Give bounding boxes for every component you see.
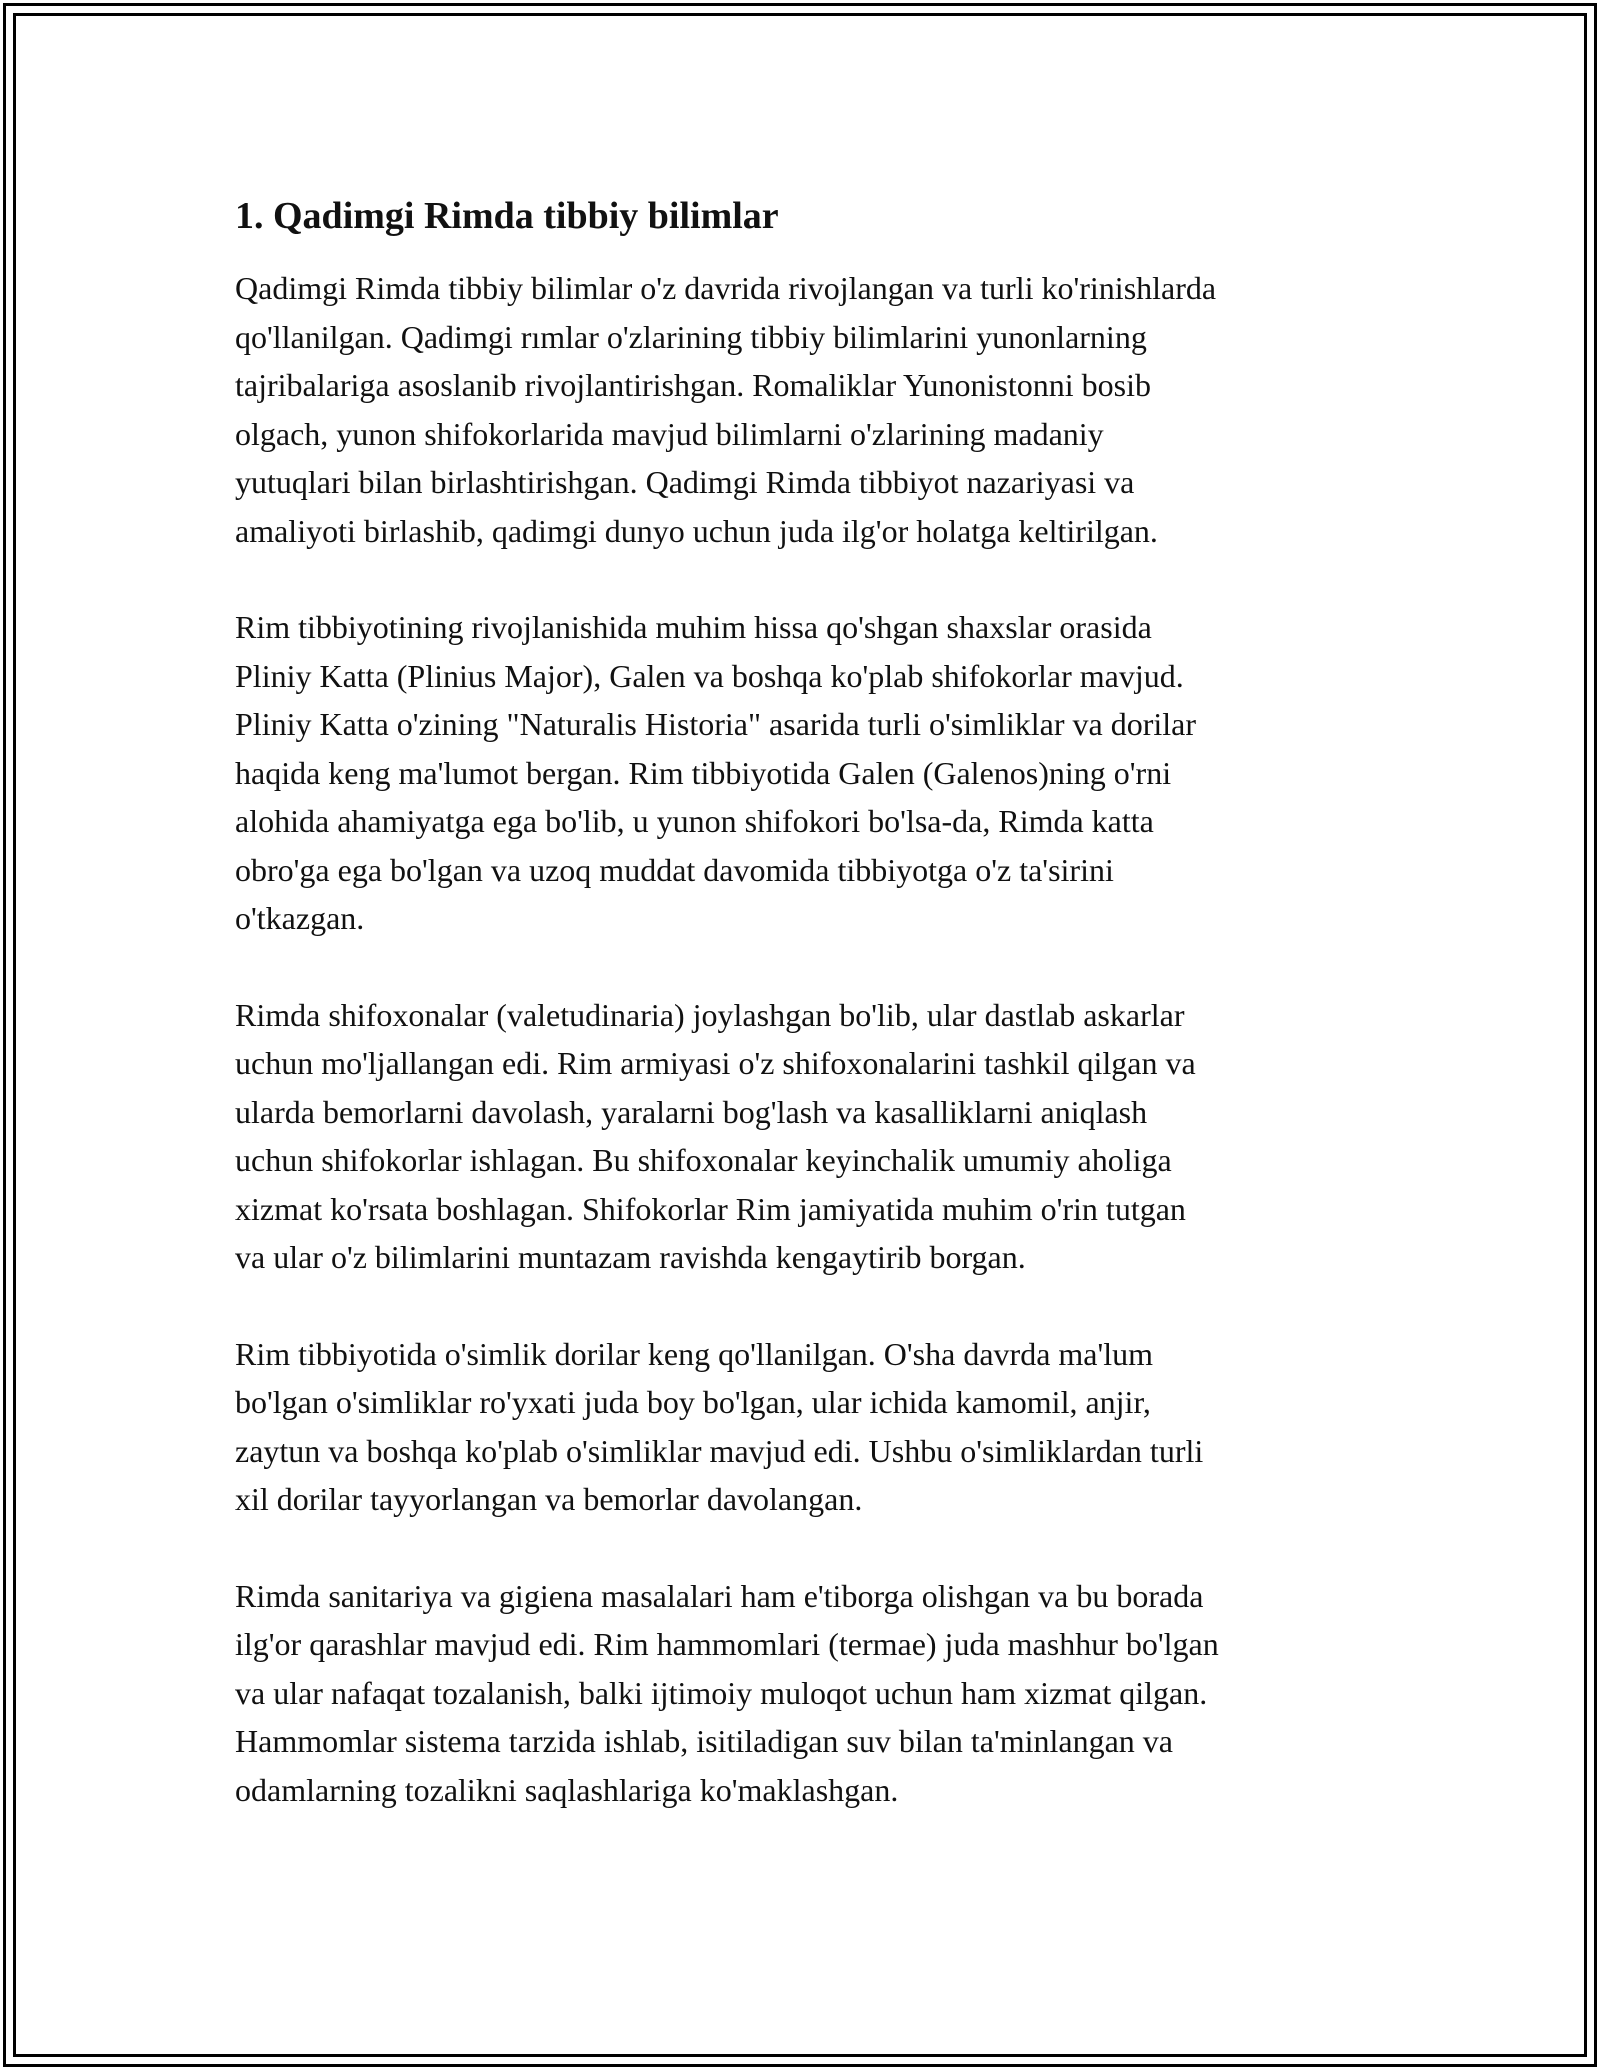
paragraph-3: Rimda shifoxonalar (valetudinaria) joylashgan bo'lib, ular dastlab askarlar uchun mo'ljallangan edi. Rim armiyasi o'z shifoxonalarini tashkil qilgan va ularda bemorlarni davolash, yaralarni bog'lash va kasalliklarni aniqlash uchun shifokorlar ishlagan. Bu shifoxonalar keyinchalik umumiy aholiga xizmat ko'rsata boshlagan. Shifokorlar Rim jamiyatida muhim o'rin tutgan va ular o'z bilimlarini muntazam ravishda kengaytirib borgan. bbox=[235, 996, 1196, 1275]
paragraph-2: Rim tibbiyotining rivojlanishida muhim hissa qo'shgan shaxslar orasida Pliniy Katta (Plinius Major), Galen va boshqa ko'plab shifokorlar mavjud. Pliniy Katta o'zining "Naturalis Historia" asarida turli o'simliklar va dorilar haqida keng ma'lumot bergan. Rim tibbiyotida Galen (Galenos)ning o'rni alohida ahamiyatga ega bo'lib, u yunon shifokori bo'lsa-da, Rimda katta obro'ga ega bo'lgan va uzoq muddat davomida tibbiyotga o'z ta'sirini o'tkazgan. bbox=[235, 609, 1196, 936]
document-body bbox=[235, 184, 1395, 1862]
paragraph-5: Rimda sanitariya va gigiena masalalari ham e'tiborga olishgan va bu borada ilg'or qarashlar mavjud edi. Rim hammomlari (termae) juda mashhur bo'lgan va ular nafaqat tozalanish, balki ijtimoiy muloqot uchun ham xizmat qilgan. Hammomlar sistema tarzida ishlab, isitiladigan suv bilan ta'minlangan va odamlarning tozalikni saqlashlariga ko'maklashgan. bbox=[235, 1577, 1219, 1808]
paragraph-4: Rim tibbiyotida o'simlik dorilar keng qo'llanilgan. O'sha davrda ma'lum bo'lgan o'simliklar ro'yxati juda boy bo'lgan, ular ichida kamomil, anjir, zaytun va boshqa ko'plab o'simliklar mavjud edi. Ushbu o'simliklardan turli xil dorilar tayyorlangan va bemorlar davolangan. bbox=[235, 1335, 1204, 1517]
paragraph-1: Qadimgi Rimda tibbiy bilimlar o'z davrida rivojlangan va turli ko'rinishlarda qo'llanilgan. Qadimgi rımlar o'zlarining tibbiy bilimlarini yunonlarning tajribalariga asoslanib rivojlantirishgan. Romaliklar Yunonistonni bosib olgach, yunon shifokorlarida mavjud bilimlarni o'zlarining madaniy yutuqlari bilan birlashtirishgan. Qadimgi Rimda tibbiyot nazariyasi va amaliyoti birlashib, qadimgi dunyo uchun juda ilg'or holatga keltirilgan. bbox=[235, 270, 1217, 549]
section-title: 1. Qadimgi Rimda tibbiy bilimlar bbox=[235, 195, 779, 237]
